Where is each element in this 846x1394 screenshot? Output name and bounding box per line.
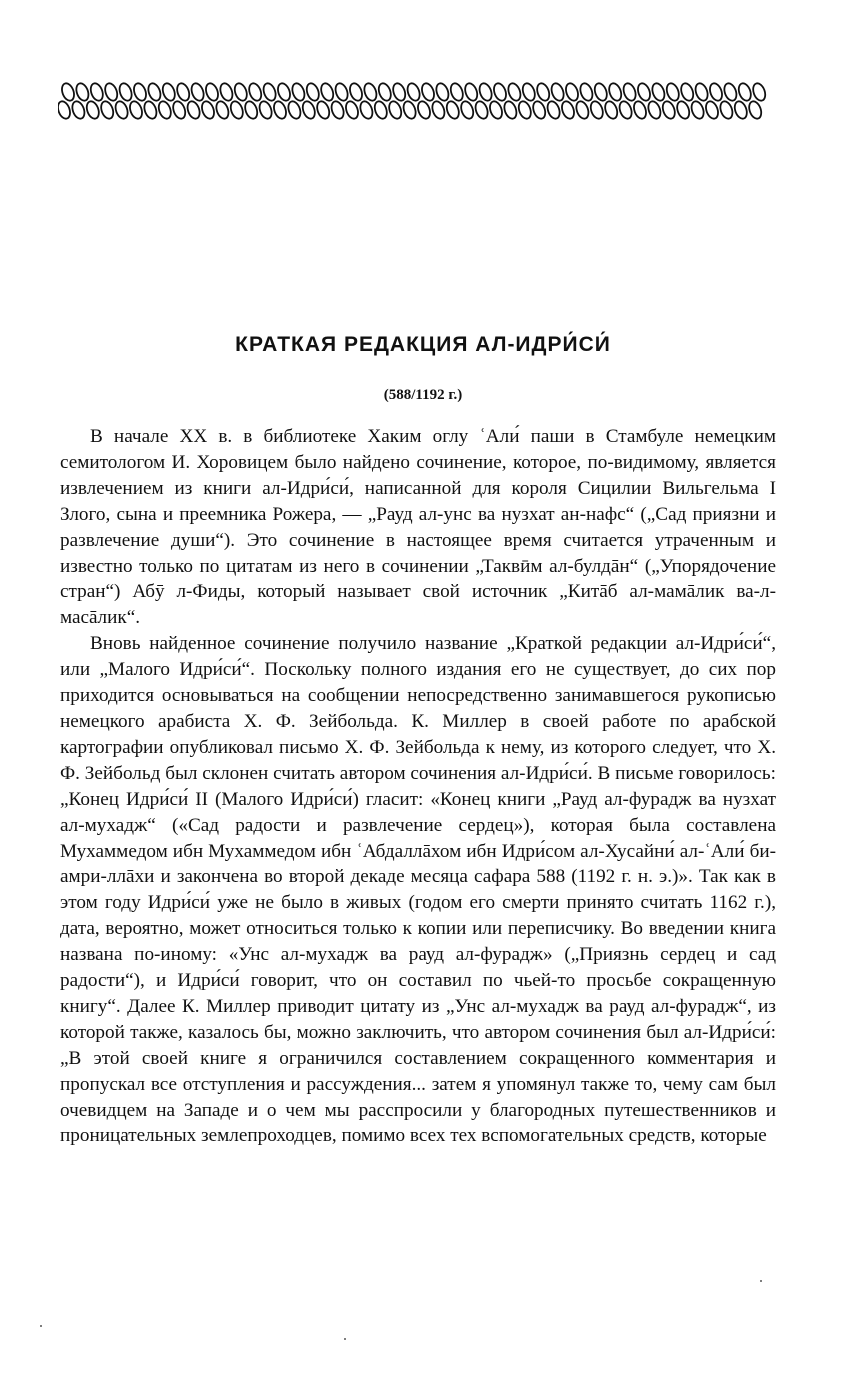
body-text <box>60 424 776 1149</box>
paragraph-2: Вновь найденное сочинение получило название „Краткой редакции ал-Идри́си́“, или „Малого Идри́си́“. Поскольку полного издания его не существует, до сих пор приходится основываться на сообщении непосредственно занимавшегося рукописью немецкого арабиста Х. Ф. Зейбольда. К. Миллер в своей работе по арабской картографии опубликовал письмо Х. Ф. Зейбольда к нему, из которого следует, что Х. Ф. Зейбольд был склонен считать автором сочинения ал-Идри́си́. В письме говорилось: „Конец Идри́си́ II (Малого Идри́си́) гласит: «Конец книги „Рауд ал-фурадж ва нузхат ал-мухадж“ («Сад радости и развлечение сердец»), которая была составлена Мухаммедом ибн Мухаммедом ибн ʿАбдаллāхом ибн Идри́сом ал-Хусайни́ ал-ʿАли́ би-амри-ллāхи и закончена во второй декаде месяца сафара 588 (1192 г. н. э.)». Так как в этом году Идри́си́ уже не было в живых (годом его смерти принято считать 1162 г.), дата, вероятно, может относиться только к копии или переписчику. Во введении книга названа по-иному: «Унс ал-мухадж ва рауд ал-фурадж» („Приязнь сердец и сад радости“), и Идри́си́ говорит, что он составил по чьей-то просьбе сокращенную книгу“. Далее К. Миллер приводит цитату из „Унс ал-мухадж ва рауд ал-фурадж“, из которой также, казалось бы, можно заключить, что автором сочинения был ал-Идри́си́: „В этой своей книге я ограничился составлением сокращенного комментария и пропускал все отступления и рассуждения... затем я упомянул также то, чему сам был очевидцем на Западе и о чем мы расспросили у благородных путешественников и проницательных землепроходцев, помимо всех тех вспомогательных средств, которые <box>60 633 776 1147</box>
page-subtitle-date: (588/1192 г.) <box>383 387 463 403</box>
page-title: КРАТКАЯ РЕДАКЦИЯ АЛ-ИДРИ́СИ́ <box>235 333 611 356</box>
decorative-ornament-band <box>58 78 770 124</box>
page-speck <box>40 1325 42 1327</box>
page-speck <box>760 1280 762 1282</box>
paragraph-1: В начале XX в. в библиотеке Хаким оглу ʿАли́ паши в Стамбуле немецким семитологом И. Хоровицем было найдено сочинение, которое, по-видимому, является извлечением из книги ал-Идри́си́, написанной для короля Сицилии Вильгельма I Злого, сына и преемника Рожера, — „Рауд ал-унс ва нузхат ан-нафс“ („Сад приязни и развлечение души“). Это сочинение в настоящее время считается утраченным и известно только по цитатам из него в сочинении „Таквӣм ал-булдāн“ („Упорядочение стран“) Абӯ л-Фиды, который называет свой источник „Китāб ал-мамāлик ва-л-масāлик“. <box>60 426 776 629</box>
page-speck <box>344 1338 346 1340</box>
